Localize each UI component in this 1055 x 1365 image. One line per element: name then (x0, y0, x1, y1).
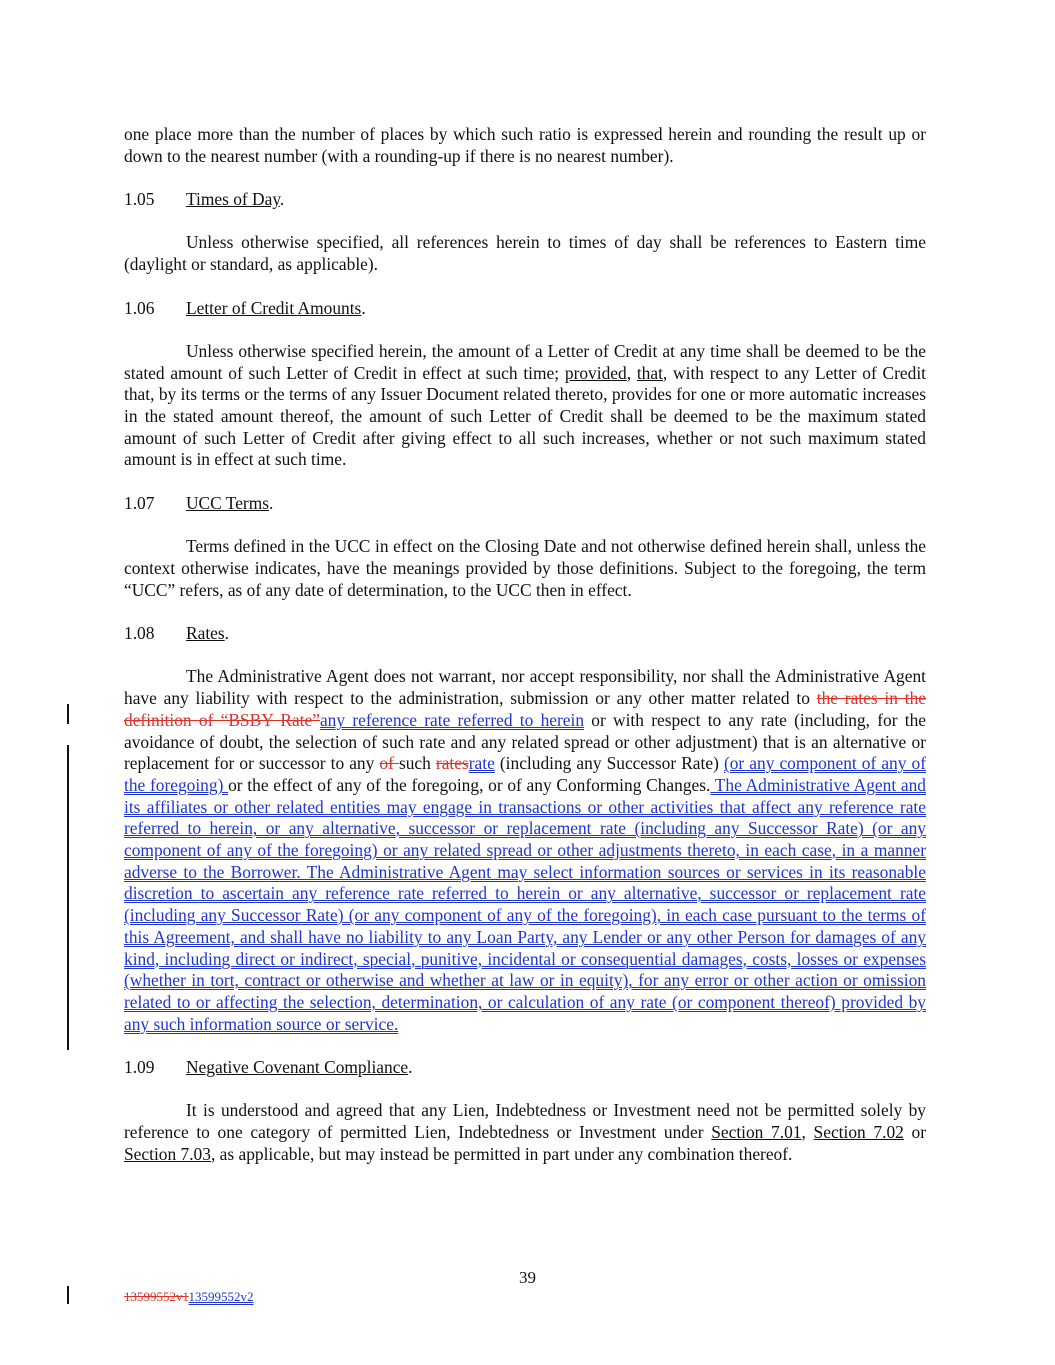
document-id: 13599552v113599552v2 (124, 1289, 254, 1304)
section-heading-1-09: 1.09 Negative Covenant Compliance. (124, 1057, 413, 1078)
document-page (124, 124, 926, 1166)
section-reference: Section 7.02 (813, 1122, 904, 1143)
deleted-text: rates (435, 753, 469, 774)
section-heading-1-08: 1.08 Rates. (124, 623, 229, 644)
section-body-1-06: Unless otherwise specified herein, the amount of a Letter of Credit at any time shall be deemed to be the stated amount of such Letter of Credit in effect at such time; provided, that, with respect to any Letter of Credit that, by its terms or the terms of any Issuer Document related thereto, provides for one or more automatic increases in the stated amount thereof, the amount of such Letter of Credit shall be deemed to be the maximum stated amount of such Letter of Credit after giving effect to all such increases, whether or not such maximum stated amount is in effect at such time. (124, 340, 926, 470)
section-body-1-09: It is understood and agreed that any Lien, Indebtedness or Investment need not be permitted solely by reference to one category of permitted Lien, Indebtedness or Investment under Section 7.01, Section 7.02 or Section 7.03, as applicable, but may instead be permitted in part under any combination thereof. (124, 1100, 927, 1164)
deleted-text: of (379, 753, 399, 774)
inserted-text: (or any component of any of the foregoing) (124, 753, 926, 795)
inserted-text: any reference rate referred to herein (319, 709, 585, 730)
inserted-text: The Administrative Agent and its affiliates or other related entities may engage in transactions or other activities that affect any reference rate referred to herein, or any alternative, successor or replacement rate (including any Successor Rate) (or any component of any of the foregoing) or any related spread or other adjustments thereto, in each case, in a manner adverse to the Borrower. The Administrative Agent may select information sources or services in its reasonable discretion to ascertain any reference rate referred to herein or any alternative, successor or replacement rate (including any Successor Rate) (or any component of any of the foregoing), in each case pursuant to the terms of this Agreement, and shall have no liability to any Loan Party, any Lender or any other Person for damages of any kind, including direct or indirect, special, punitive, incidental or consequential damages, costs, losses or expenses (whether in tort, contract or otherwise and whether at law or in equity), for any error or other action or omission related to or affecting the selection, determination, or calculation of any rate (or component thereof) provided by any such information source or service. (124, 774, 926, 1034)
change-bar (67, 745, 69, 1050)
section-body-1-07: Terms defined in the UCC in effect on the Closing Date and not otherwise defined herein shall, unless the context otherwise indicates, have the meanings provided by those definitions. Subject to the foregoing, the term “UCC” refers, as of any date of determination, to the UCC then in effect. (124, 536, 926, 600)
change-bar (67, 1286, 69, 1304)
page-number: 39 (519, 1268, 536, 1287)
section-heading-1-06: 1.06 Letter of Credit Amounts. (124, 297, 366, 318)
deleted-text: the rates in the definition of “BSBY Rate” (124, 688, 926, 730)
section-body-1-05: Unless otherwise specified, all references herein to times of day shall be references to Eastern time (daylight or standard, as applicable). (124, 232, 926, 275)
section-reference: Section 7.03 (124, 1143, 211, 1164)
section-body-1-08: The Administrative Agent does not warrant, nor accept responsibility, nor shall the Administrative Agent have any liability with respect to the administration, submission or any other matter related to the rates in the definition of “BSBY Rate”any reference rate referred to herein or with respect to any rate (including, for the avoidance of doubt, the selection of such rate and any related spread or other adjustment) that is an alternative or replacement for or successor to any of such ratesrate (including any Successor Rate) (or any component of any of the foregoing) or the effect of any of the foregoing, or of any Conforming Changes. The Administrative Agent and its affiliates or other related entities may engage in transactions or other activities that affect any reference rate referred to herein, or any alternative, successor or replacement rate (including any Successor Rate) (or any component of any of the foregoing) or any related spread or other adjustments thereto, in each case, in a manner adverse to the Borrower. The Administrative Agent may select information sources or services in its reasonable discretion to ascertain any reference rate referred to herein or any alternative, successor or replacement rate (including any Successor Rate) (or any component of any of the foregoing), in each case pursuant to the terms of this Agreement, and shall have no liability to any Loan Party, any Lender or any other Person for damages of any kind, including direct or indirect, special, punitive, incidental or consequential damages, costs, losses or expenses (whether in tort, contract or otherwise and whether at law or in equity), for any error or other action or omission related to or affecting the selection, determination, or calculation of any rate (or component thereof) provided by any such information source or service. (124, 666, 926, 1034)
section-reference: Section 7.01 (711, 1122, 802, 1143)
change-bar (67, 704, 69, 724)
section-heading-1-05: 1.05 Times of Day. (124, 189, 285, 210)
intro-paragraph: one place more than the number of places by which such ratio is expressed herein and rounding the result up or down to the nearest number (with a rounding-up if there is no nearest number). (124, 124, 926, 166)
inserted-text: rate (468, 753, 495, 774)
section-heading-1-07: 1.07 UCC Terms. (124, 492, 274, 513)
